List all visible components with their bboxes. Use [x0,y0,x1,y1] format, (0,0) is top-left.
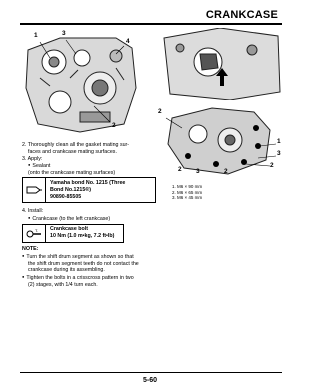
footer-rule [20,372,282,373]
crankcase-figure-left [20,28,142,136]
sealant-note: (onto the crankcase mating surfaces) [28,170,116,177]
note-bullet-1: ● Turn the shift drum segment as shown so that [22,253,154,261]
torque-spec-box [22,224,124,243]
torque-line-2: 10 Nm (1.0 m•kg, 7.2 ft•lb) [50,232,115,239]
callout-2: 2 [270,162,274,169]
sealant-spec-box [22,177,156,203]
svg-text:T.: T. [35,227,39,233]
callout-2: 2 [178,166,182,173]
callout-1: 1 [277,138,281,145]
page-number: 5-60 [142,377,157,384]
callout-3: 3 [62,30,66,37]
procedure-steps-install [22,208,152,223]
sealant-tube-icon [23,178,46,202]
sealant-line-2: Bond No.1215®) [50,186,91,193]
shift-drum-figure [160,28,282,100]
callout-3: 3 [196,168,200,175]
legend-item: 1. M6 × 90 mm [172,184,203,189]
page-title: CRANKCASE [205,9,278,21]
legend-item: 2. M6 × 65 mm [172,189,203,195]
callout-2: 2 [158,108,162,115]
note-bullet-1-cont: crankcase during its assembling. [28,267,105,274]
torque-wrench-icon [23,225,46,242]
note-bullet-2-cont: (2) stages, with 1/4 turn each. [28,281,98,288]
legend-item: 3. M6 × 45 mm [172,195,203,201]
step-2: 2. Thoroughly clean all the gasket mating sur- [22,142,130,148]
callout-1: 1 [34,32,38,39]
step-2-continued: faces and crankcase mating surfaces. [28,148,117,155]
callout-3: 3 [277,150,281,157]
sealant-line-3: 90890-85505 [50,193,82,200]
header-rule [20,23,282,25]
torque-line-1: Crankcase bolt [50,226,88,232]
note-section [22,246,154,289]
sealant-bullet: ● Sealant [22,162,152,170]
callout-4: 4 [126,38,130,45]
note-bullet-1-cont: the shift drum segment teeth do not contact the [28,260,139,267]
callout-2: 2 [224,168,228,175]
procedure-steps [22,142,152,177]
callout-2: 2 [112,122,116,129]
step-4: 4. Install: [22,208,44,214]
note-bullet-2: ● Tighten the bolts in a crisscross pattern in two [22,274,154,282]
crankcase-bullet: ● Crankcase (to the left crankcase) [22,215,152,223]
bolt-legend [172,184,202,201]
sealant-line-1: Yamaha bond No. 1215 (Three [50,180,126,186]
bolt-pattern-figure [158,104,284,178]
step-3: 3. Apply: [22,155,43,162]
note-label: NOTE: [22,246,39,252]
